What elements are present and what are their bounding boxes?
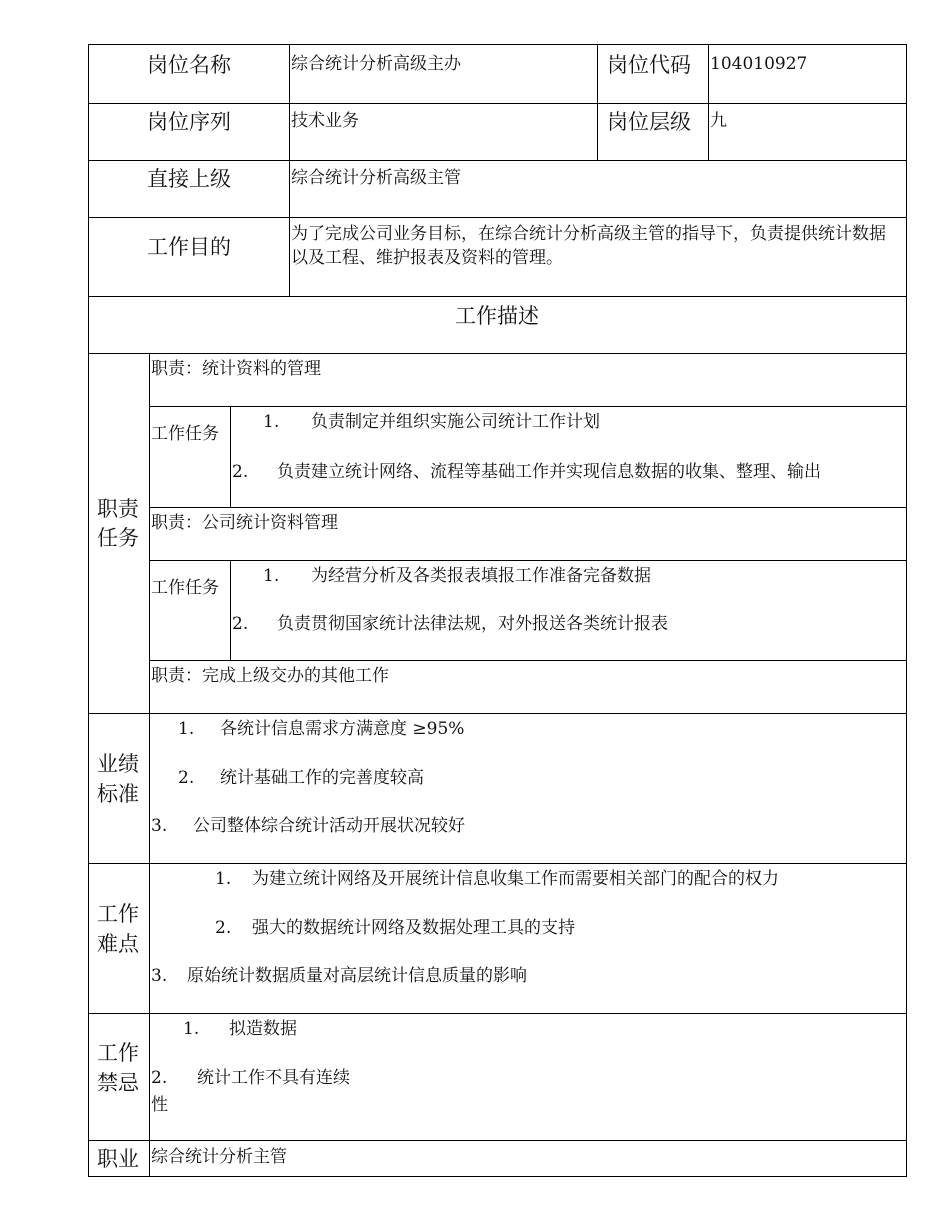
column-divider bbox=[149, 353, 150, 1177]
column-divider bbox=[708, 44, 709, 160]
row-divider bbox=[88, 296, 907, 297]
difficulty-label-line1: 工作 bbox=[97, 902, 139, 926]
difficulty-text: 为建立统计网络及开展统计信息收集工作而需要相关部门的配合的权力 bbox=[252, 869, 779, 889]
taboo-label-line2: 禁忌 bbox=[97, 1071, 139, 1095]
post-seq-value: 技术业务 bbox=[291, 111, 359, 131]
difficulty-text: 强大的数据统计网络及数据处理工具的支持 bbox=[252, 918, 575, 938]
task-label: 工作任务 bbox=[151, 578, 219, 598]
row-divider bbox=[88, 217, 907, 218]
taboo-num: 2. bbox=[151, 1068, 168, 1088]
performance-num: 1. bbox=[178, 719, 195, 739]
table-frame bbox=[88, 44, 907, 1177]
performance-text: 各统计信息需求方满意度 ≥95% bbox=[220, 719, 465, 739]
row-divider bbox=[149, 660, 907, 661]
task-num: 2. bbox=[232, 614, 249, 634]
post-name-value: 综合统计分析高级主办 bbox=[291, 54, 461, 74]
task-num: 1. bbox=[263, 412, 280, 432]
description-title: 工作描述 bbox=[455, 304, 539, 328]
difficulty-num: 1. bbox=[215, 869, 232, 889]
purpose-value: 为了完成公司业务目标，在综合统计分析高级主管的指导下，负责提供统计数据以及工程、维护报表及资料的管理。 bbox=[291, 224, 886, 268]
duties-label-line1: 职责 bbox=[97, 497, 139, 521]
difficulty-label-line2: 难点 bbox=[97, 932, 139, 956]
purpose-label: 工作目的 bbox=[147, 235, 231, 259]
post-name-label: 岗位名称 bbox=[147, 53, 231, 77]
taboo-text: 拟造数据 bbox=[229, 1019, 297, 1039]
column-divider bbox=[230, 406, 231, 507]
row-divider bbox=[149, 560, 907, 561]
duties-label-line2: 任务 bbox=[97, 526, 139, 550]
taboo-num: 1. bbox=[183, 1019, 200, 1039]
difficulty-num: 3. bbox=[151, 966, 168, 986]
row-divider bbox=[88, 1013, 907, 1014]
superior-value: 综合统计分析高级主管 bbox=[291, 168, 461, 188]
taboo-text: 统计工作不具有连续 bbox=[197, 1068, 350, 1088]
difficulty-num: 2. bbox=[215, 918, 232, 938]
performance-label-line2: 标准 bbox=[97, 782, 139, 806]
performance-num: 3. bbox=[151, 816, 168, 836]
difficulty-text: 原始统计数据质量对高层统计信息质量的影响 bbox=[187, 966, 527, 986]
duty-block1-title: 职责：统计资料的管理 bbox=[151, 359, 321, 379]
task-text: 负责贯彻国家统计法律法规，对外报送各类统计报表 bbox=[277, 614, 668, 634]
row-divider bbox=[88, 863, 907, 864]
post-level-label: 岗位层级 bbox=[607, 110, 691, 134]
performance-num: 2. bbox=[178, 768, 195, 788]
task-label: 工作任务 bbox=[151, 424, 219, 444]
task-num: 2. bbox=[232, 462, 249, 482]
task-text: 负责建立统计网络、流程等基础工作并实现信息数据的收集、整理、输出 bbox=[277, 462, 821, 482]
column-divider bbox=[289, 44, 290, 296]
task-text: 为经营分析及各类报表填报工作准备完备数据 bbox=[311, 566, 651, 586]
performance-text: 公司整体综合统计活动开展状况较好 bbox=[193, 816, 465, 836]
task-num: 1. bbox=[263, 566, 280, 586]
row-divider bbox=[88, 103, 907, 104]
post-seq-label: 岗位序列 bbox=[147, 110, 231, 134]
post-code-label: 岗位代码 bbox=[607, 53, 691, 77]
row-divider bbox=[149, 406, 907, 407]
performance-label-line1: 业绩 bbox=[97, 752, 139, 776]
post-level-value: 九 bbox=[710, 111, 727, 131]
taboo-text-tail: 性 bbox=[151, 1095, 168, 1115]
column-divider bbox=[597, 44, 598, 160]
duty-block3-title: 职责：完成上级交办的其他工作 bbox=[151, 666, 389, 686]
row-divider bbox=[149, 507, 907, 508]
column-divider bbox=[230, 560, 231, 660]
row-divider bbox=[88, 1140, 907, 1141]
superior-label: 直接上级 bbox=[147, 167, 231, 191]
post-code-value: 104010927 bbox=[710, 54, 808, 74]
taboo-label-line1: 工作 bbox=[97, 1041, 139, 1065]
career-value: 综合统计分析主管 bbox=[151, 1147, 287, 1167]
task-text: 负责制定并组织实施公司统计工作计划 bbox=[311, 412, 600, 432]
performance-text: 统计基础工作的完善度较高 bbox=[220, 768, 424, 788]
row-divider bbox=[88, 160, 907, 161]
duty-block2-title: 职责：公司统计资料管理 bbox=[151, 513, 338, 533]
career-label: 职业 bbox=[97, 1147, 139, 1171]
row-divider bbox=[88, 713, 907, 714]
row-divider bbox=[88, 353, 907, 354]
